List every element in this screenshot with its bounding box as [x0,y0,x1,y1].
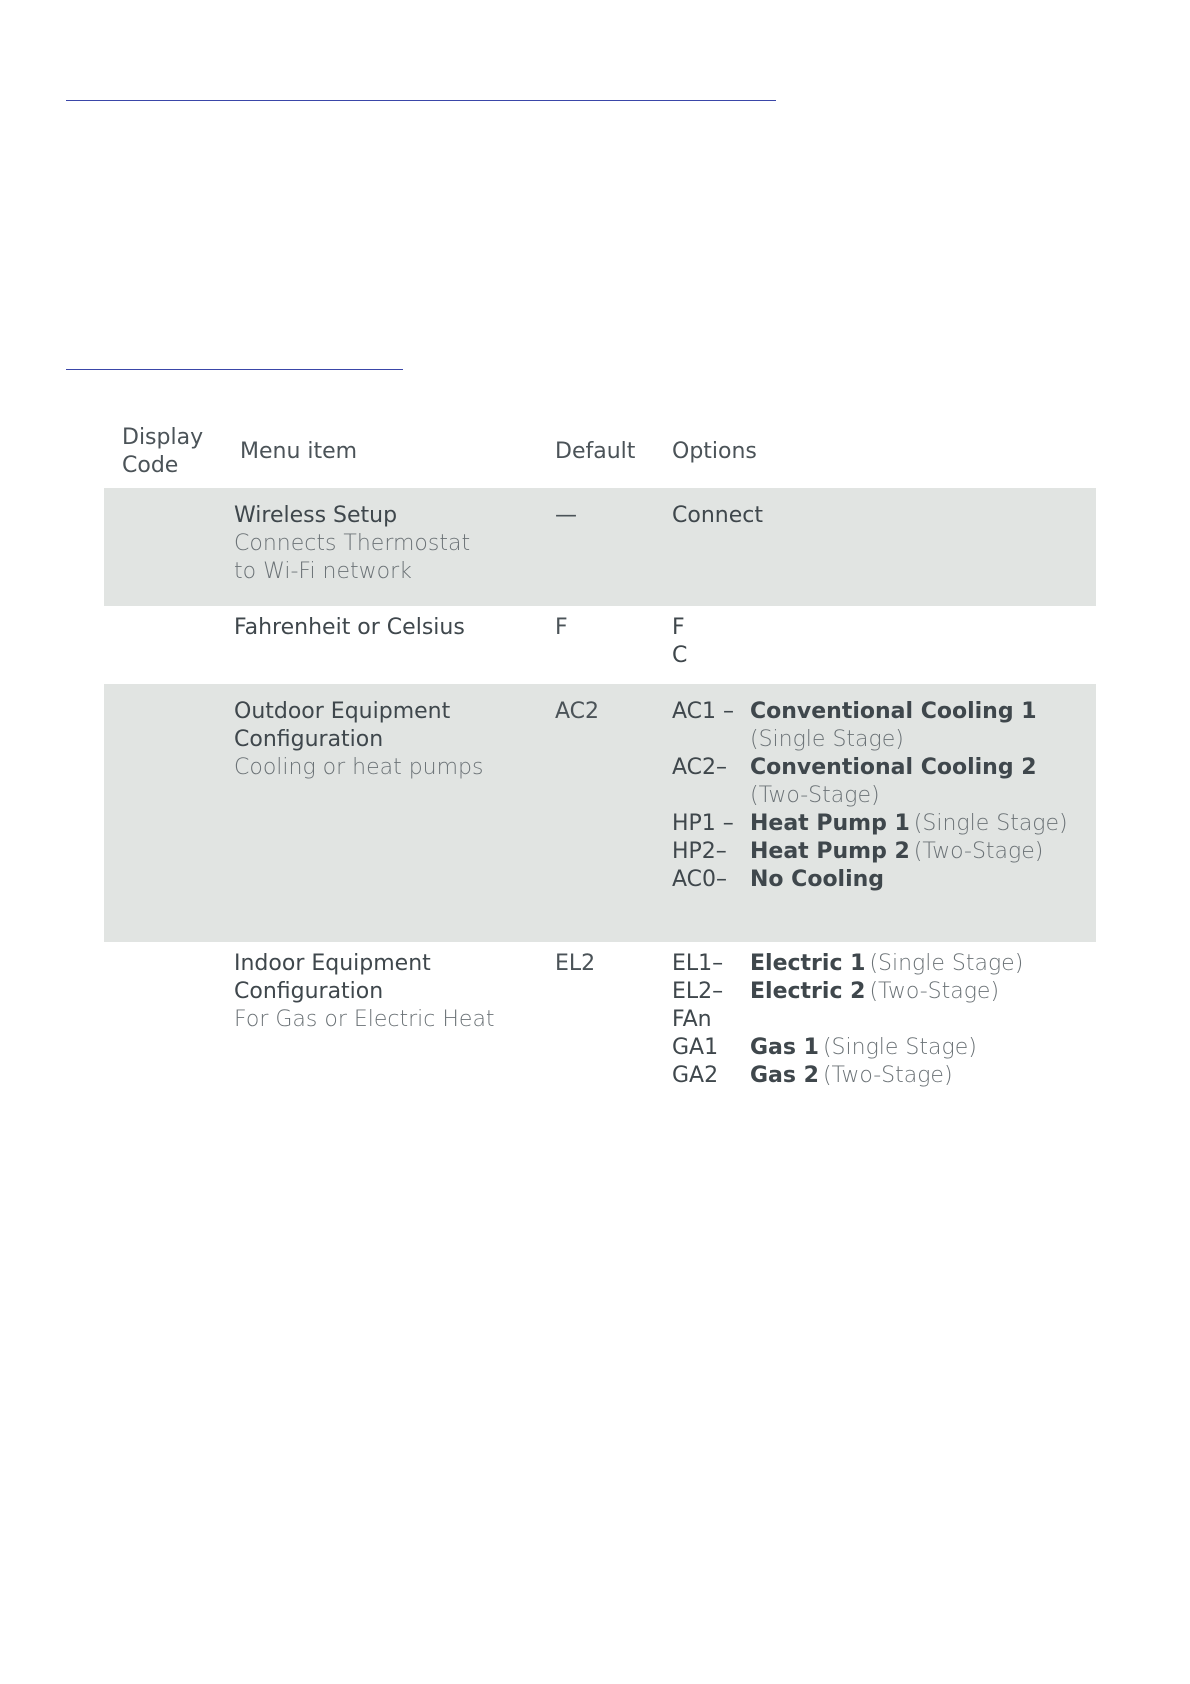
default-value: F [555,615,568,640]
option-line [672,698,1068,726]
option-name: Conventional Cooling 2 [750,755,1037,780]
menu-item-description: to Wi-Fi network [234,559,412,584]
option-code: EL2– [672,979,724,1004]
option-line [672,978,1023,1006]
option-name: Gas 2 [750,1063,819,1088]
option-detail: (Two-Stage) [869,979,1000,1004]
option-code: AC1 – [672,699,735,724]
table-row [104,488,1096,606]
menu-item-description: Cooling or heat pumps [234,755,484,780]
menu-item-title: Outdoor Equipment [234,699,451,724]
header-display-code: Display Code [122,425,204,478]
option-name: No Cooling [750,867,885,892]
option-name: Heat Pump 1 [750,811,910,836]
option-detail: (Two-Stage) [750,783,880,808]
option-line [672,1006,1023,1034]
option-code: FAn [672,1007,712,1032]
options-cell [672,698,1068,894]
menu-item-title: Wireless Setup [234,503,398,528]
table-row [104,684,1096,942]
menu-item-title: Fahrenheit or Celsius [234,615,465,640]
option-line [672,726,1068,754]
option-code: HP2– [672,839,727,864]
menu-item-cell [234,614,534,642]
option-line [672,866,1068,894]
option-line [672,838,1068,866]
option-detail: (Single Stage) [869,951,1024,976]
option-code: GA2 [672,1063,719,1088]
option-detail: (Single Stage) [913,811,1068,836]
option-code: GA1 [672,1035,719,1060]
menu-item-cell [234,502,534,586]
option-code: AC0– [672,867,728,892]
option-code: HP1 – [672,811,734,836]
top-rule [66,100,776,101]
option-line [672,754,1068,782]
option-line [672,1034,1023,1062]
option-code: C [672,643,688,668]
table-row [104,606,1096,684]
menu-table [104,420,1096,1112]
option-code: EL1– [672,951,724,976]
option-line [672,782,1068,810]
default-value: — [555,503,577,528]
option-line [672,1062,1023,1090]
option-line [672,950,1023,978]
option-code: F [672,615,685,640]
menu-item-cell [234,950,534,1034]
option-name: Electric 2 [750,979,866,1004]
options-cell [672,950,1023,1090]
option-name: Heat Pump 2 [750,839,910,864]
option-name: Gas 1 [750,1035,819,1060]
header-menu-item: Menu item [240,439,358,464]
menu-item-title: Indoor Equipment [234,951,431,976]
option-detail: (Two-Stage) [822,1063,953,1088]
option-detail: (Single Stage) [822,1035,977,1060]
option-name: Electric 1 [750,951,866,976]
option-name: Conventional Cooling 1 [750,699,1037,724]
option-code: Connect [672,503,763,528]
default-value: AC2 [555,699,600,724]
options-cell [672,502,763,530]
options-cell [672,614,750,670]
header-options: Options [672,439,757,464]
menu-item-cell [234,698,534,782]
option-detail: (Single Stage) [750,727,904,752]
section-rule [66,369,403,370]
menu-item-title: Configuration [234,979,384,1004]
table-row [104,942,1096,1112]
option-line [672,810,1068,838]
option-code: AC2– [672,755,728,780]
option-detail: (Two-Stage) [913,839,1044,864]
menu-item-description: For Gas or Electric Heat [234,1007,495,1032]
menu-item-title: Configuration [234,727,384,752]
menu-item-description: Connects Thermostat [234,531,471,556]
table-header [104,420,1096,488]
header-default: Default [555,439,636,464]
default-value: EL2 [555,951,596,976]
